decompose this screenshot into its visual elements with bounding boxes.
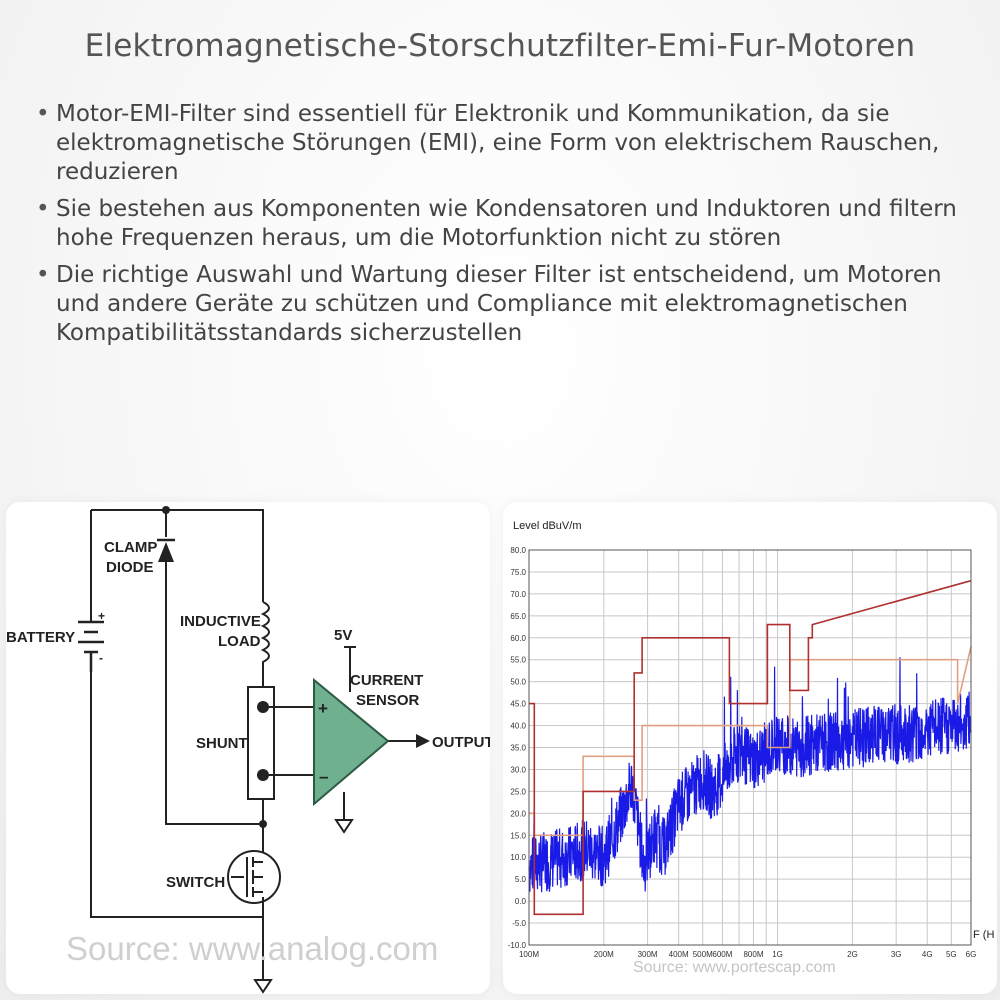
x-tick-label: 100M bbox=[518, 950, 540, 959]
bullet-text: Die richtige Auswahl und Wartung dieser Filter ist entscheidend, um Motoren und andere Geräte zu schützen und Compliance mit elektromagnetischen Kompatibilitätsstandards sicherzustellen bbox=[56, 262, 942, 346]
y-tick-label: 0.0 bbox=[514, 897, 526, 907]
battery-minus: - bbox=[99, 651, 103, 665]
battery-plus: + bbox=[98, 609, 106, 623]
y-tick-label: 20.0 bbox=[510, 809, 526, 819]
sensor-label-2: SENSOR bbox=[356, 692, 420, 709]
chart-ylabel: Level dBuV/m bbox=[513, 520, 582, 532]
circuit-panel bbox=[6, 502, 490, 994]
bullet-dot: • bbox=[36, 196, 50, 222]
y-tick-label: 15.0 bbox=[510, 831, 526, 841]
y-tick-label: 30.0 bbox=[510, 765, 526, 775]
x-tick-label: 3G bbox=[890, 950, 902, 959]
bullet-dot: • bbox=[36, 101, 50, 127]
y-tick-label: 25.0 bbox=[510, 787, 526, 797]
amp-plus: + bbox=[318, 699, 328, 718]
bullet-list bbox=[36, 100, 966, 356]
y-tick-label: 80.0 bbox=[510, 546, 526, 555]
emi-chart-panel bbox=[503, 502, 997, 994]
y-tick-label: 35.0 bbox=[510, 743, 526, 753]
y-tick-label: -5.0 bbox=[512, 919, 526, 929]
switch-label: SWITCH bbox=[166, 874, 226, 891]
circuit-source: Source: www.analog.com bbox=[66, 930, 439, 967]
y-tick-label: 45.0 bbox=[510, 699, 526, 709]
chart-source: Source: www.portescap.com bbox=[633, 959, 836, 976]
x-tick-label: 6G bbox=[965, 950, 977, 959]
y-tick-label: 10.0 bbox=[510, 853, 526, 863]
emi-chart bbox=[503, 502, 997, 994]
battery-label: BATTERY bbox=[6, 629, 76, 646]
x-tick-label: 600M bbox=[712, 950, 733, 959]
output-label: OUTPUT bbox=[432, 734, 490, 751]
x-tick-label: 200M bbox=[593, 950, 614, 959]
clamp-diode-icon bbox=[158, 542, 174, 562]
y-tick-label: 50.0 bbox=[510, 677, 526, 687]
output-arrow-icon bbox=[416, 734, 430, 748]
bullet-item bbox=[36, 195, 966, 253]
ground-icon bbox=[336, 820, 352, 832]
x-tick-label: 1G bbox=[772, 950, 783, 959]
circuit-diagram bbox=[6, 502, 490, 994]
x-tick-label: 4G bbox=[921, 950, 933, 959]
x-tick-label: 5G bbox=[945, 950, 957, 959]
inductor-coil bbox=[263, 602, 269, 687]
y-tick-label: 55.0 bbox=[510, 655, 526, 665]
inductive-label: INDUCTIVE bbox=[180, 613, 261, 630]
sensor-label-1: CURRENT bbox=[350, 672, 424, 689]
x-tick-label: 300M bbox=[637, 950, 658, 959]
bullet-item bbox=[36, 261, 966, 348]
diode-label: DIODE bbox=[106, 559, 154, 576]
top-wire bbox=[91, 510, 263, 602]
bullet-dot: • bbox=[36, 262, 50, 288]
y-tick-label: 40.0 bbox=[510, 721, 526, 731]
x-tick-label: 400M bbox=[668, 950, 689, 959]
shunt-terminal-bottom bbox=[257, 769, 269, 781]
bullet-text: Sie bestehen aus Komponenten wie Kondensatoren und Induktoren und filtern hohe Frequenzen heraus, um die Motorfunktion nicht zu stören bbox=[56, 196, 957, 251]
y-tick-label: 5.0 bbox=[514, 875, 526, 885]
y-tick-label: 65.0 bbox=[510, 611, 526, 621]
shunt-label: SHUNT bbox=[196, 735, 248, 752]
y-tick-label: 75.0 bbox=[510, 567, 526, 577]
page-title: Elektromagnetische-Storschutzfilter-Emi-Fur-Motoren bbox=[84, 28, 916, 64]
chart-xlabel: F (H bbox=[973, 929, 995, 941]
x-tick-label: 500M bbox=[692, 950, 713, 959]
y-tick-label: 60.0 bbox=[510, 633, 526, 643]
supply-label: 5V bbox=[334, 627, 353, 644]
x-tick-label: 2G bbox=[847, 950, 858, 959]
ground-icon bbox=[255, 980, 271, 992]
bullet-item bbox=[36, 100, 966, 187]
bullet-text: Motor-EMI-Filter sind essentiell für Elektronik und Kommunikation, da sie elektromagnetische Störungen (EMI), eine Form von elektrischem Rauschen, reduzieren bbox=[56, 101, 940, 185]
amp-minus: – bbox=[319, 767, 329, 786]
y-tick-label: -10.0 bbox=[507, 941, 526, 950]
x-tick-label: 800M bbox=[743, 950, 764, 959]
load-label: LOAD bbox=[218, 633, 261, 650]
clamp-label: CLAMP bbox=[104, 539, 158, 556]
shunt-terminal-top bbox=[257, 701, 269, 713]
y-tick-label: 70.0 bbox=[510, 589, 526, 599]
